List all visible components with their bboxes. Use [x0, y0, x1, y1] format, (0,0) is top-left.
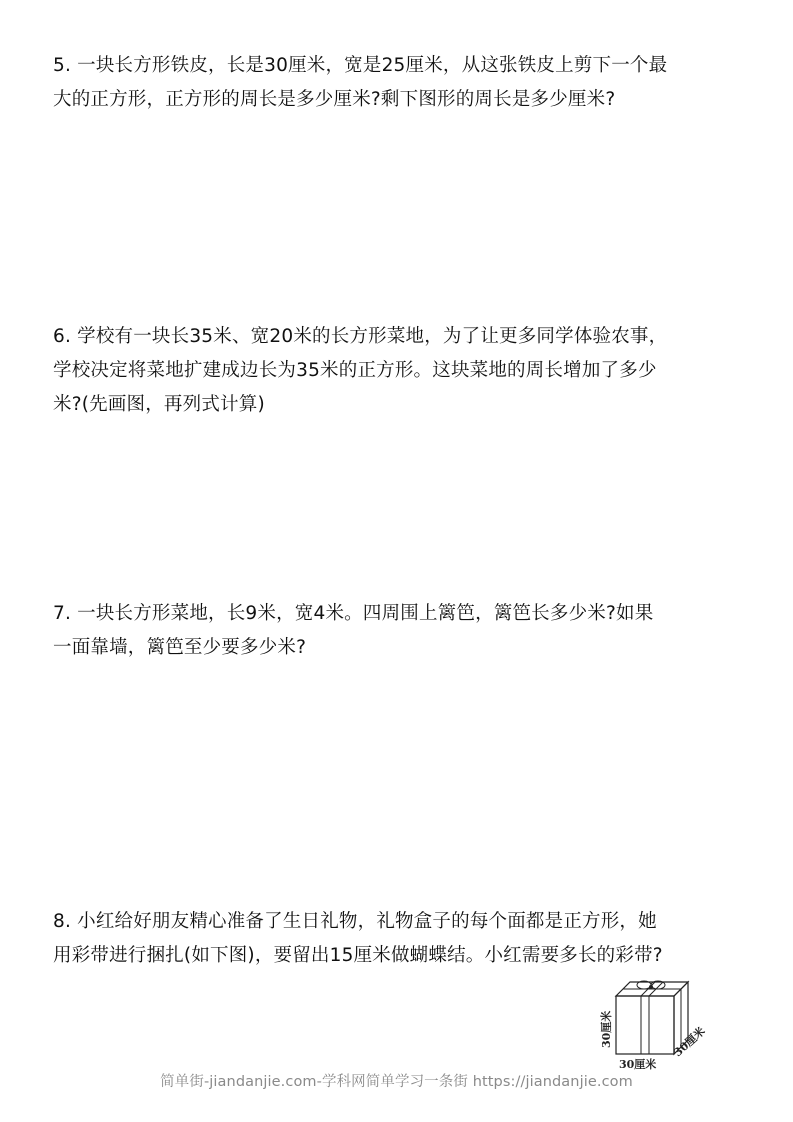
box-front-face — [616, 996, 674, 1054]
question-6 — [53, 320, 753, 422]
question-8 — [53, 905, 753, 973]
height-label: 30厘米 — [600, 1010, 613, 1048]
gift-box-figure — [592, 978, 732, 1078]
question-7-line-2: 一面靠墙，篱笆至少要多少米? — [53, 637, 307, 658]
question-5 — [53, 49, 753, 117]
bow-knot — [649, 985, 653, 989]
gift-box-drawing — [592, 978, 732, 1078]
question-8-line-2: 用彩带进行捆扎(如下图)，要留出15厘米做蝴蝶结。小红需要多长的彩带? — [53, 945, 663, 966]
width-label: 30厘米 — [619, 1058, 657, 1071]
question-6-line-1: 6. 学校有一块长35米、宽20米的长方形菜地，为了让更多同学体验农事， — [53, 326, 668, 347]
footer-watermark: 简单街-jiandanjie.com-学科网简单学习一条街 https://jiandanjie.com — [160, 1074, 633, 1090]
question-7-line-1: 7. 一块长方形菜地，长9米，宽4米。四周围上篱笆，篱笆长多少米?如果 — [53, 603, 654, 624]
depth-label: 30厘米 — [671, 1024, 708, 1060]
question-5-line-1: 5. 一块长方形铁皮，长是30厘米，宽是25厘米，从这张铁皮上剪下一个最 — [53, 55, 668, 76]
question-6-line-3: 米?(先画图，再列式计算) — [53, 394, 265, 415]
question-6-line-2: 学校决定将菜地扩建成边长为35米的正方形。这块菜地的周长增加了多少 — [53, 360, 657, 381]
question-5-line-2: 大的正方形，正方形的周长是多少厘米?剩下图形的周长是多少厘米? — [53, 89, 616, 110]
question-7 — [53, 597, 753, 665]
question-8-line-1: 8. 小红给好朋友精心准备了生日礼物，礼物盒子的每个面都是正方形，她 — [53, 911, 657, 932]
